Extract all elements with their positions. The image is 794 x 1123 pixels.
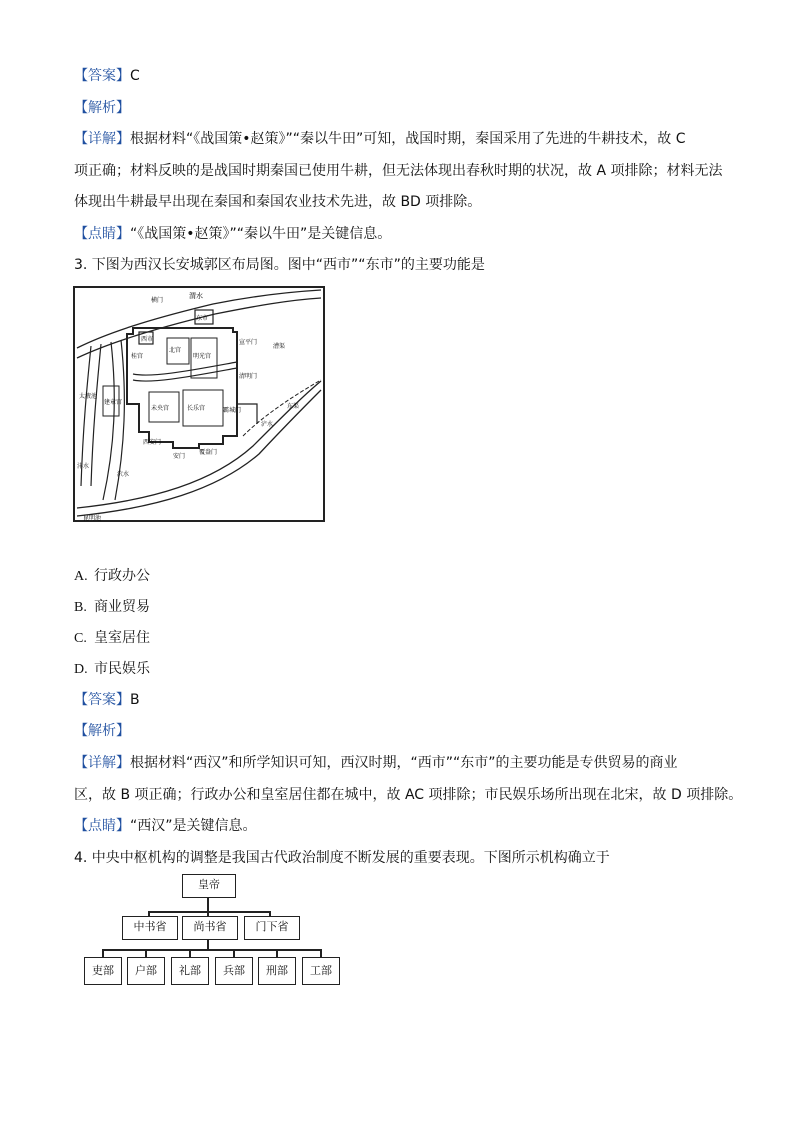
q2-answer [74, 66, 140, 86]
q3-detail-line-1 [74, 753, 678, 773]
option-text: 皇室居住 [94, 630, 150, 646]
sheng-box-menxia: 门下省 [244, 916, 300, 940]
label-east-canal: 东渠 [287, 403, 300, 410]
detail-tag: 【详解】 [74, 755, 130, 771]
label-changle: 长乐宫 [187, 405, 206, 412]
q3-point [74, 816, 257, 836]
q3-answer [74, 690, 140, 710]
answer-tag: 【答案】 [74, 692, 130, 708]
connector [102, 949, 320, 951]
label-kunming: 昆明池 [83, 515, 102, 522]
connector [145, 949, 147, 957]
connector [276, 949, 278, 957]
connector [189, 949, 191, 957]
option-c[interactable] [74, 628, 150, 649]
label-gate-anmen: 安门 [173, 453, 186, 460]
point-text: “《战国策•赵策》”“秦以牛田”是关键信息。 [130, 226, 392, 242]
connector [148, 911, 270, 913]
connector [207, 939, 209, 949]
q2-analysis-tag: 【解析】 [74, 100, 130, 116]
connector [233, 949, 235, 957]
option-letter: D. [74, 662, 88, 677]
detail-text: 根据材料“《战国策•赵策》”“秦以牛田”可知，战国时期，秦国采用了先进的牛耕技术，故 C [130, 131, 686, 147]
label-weiyang: 未央宫 [151, 405, 170, 412]
label-river-feng: 沣水 [77, 463, 90, 470]
q3-detail-line-2: 区，故 B 项正确；行政办公和皇室居住都在城中，故 AC 项排除；市民娱乐场所出现在北宋，故 D 项排除。 [74, 787, 743, 803]
q2-detail-line-2: 项正确；材料反映的是战国时期秦国已使用牛耕，但无法体现出春秋时期的状况，故 A 项排除；材料无法 [74, 163, 723, 179]
label-north-palace: 北宫 [169, 347, 182, 354]
label-canal: 漕渠 [273, 343, 286, 350]
label-river-ba: 浐水 [261, 421, 274, 428]
option-d[interactable] [74, 659, 150, 680]
point-tag: 【点睛】 [74, 818, 130, 834]
point-tag: 【点睛】 [74, 226, 130, 242]
option-text: 商业贸易 [94, 599, 150, 615]
label-gate-xian: 西安门 [143, 439, 162, 446]
bu-box-bing: 兵部 [215, 957, 253, 985]
q2-detail-line-3: 体现出牛耕最早出现在秦国和秦国农业技术先进，故 BD 项排除。 [74, 194, 482, 210]
label-gate-qingming: 清明门 [239, 373, 258, 380]
changan-map [73, 286, 325, 522]
option-text: 行政办公 [94, 568, 150, 584]
q3-stem: 3. 下图为西汉长安城郭区布局图。图中“西市”“东市”的主要功能是 [74, 257, 485, 273]
label-jianzhang: 建章宫 [104, 399, 123, 406]
option-a[interactable] [74, 566, 150, 587]
connector [320, 949, 322, 957]
label-gate-bacheng: 霸城门 [223, 407, 242, 414]
q3-analysis-tag: 【解析】 [74, 723, 130, 739]
detail-text: 根据材料“西汉”和所学知识可知，西汉时期，“西市”“东市”的主要功能是专供贸易的商业 [130, 755, 678, 771]
bu-box-xing: 刑部 [258, 957, 296, 985]
label-mingguang: 明光宫 [193, 353, 212, 360]
option-letter: C. [74, 631, 87, 646]
emperor-box: 皇帝 [182, 874, 236, 898]
label-gate-xuanping: 宣平门 [239, 339, 258, 346]
connector [102, 949, 104, 957]
option-text: 市民娱乐 [94, 661, 150, 677]
option-letter: B. [74, 600, 87, 615]
bu-box-li: 吏部 [84, 957, 122, 985]
bu-box-gong: 工部 [302, 957, 340, 985]
label-east-market: 东市 [196, 315, 209, 322]
answer-value: C [130, 68, 140, 84]
label-west-market: 西市 [141, 336, 154, 343]
label-taiye: 太液池 [79, 393, 98, 400]
label-river-wei: 渭水 [189, 292, 203, 300]
answer-tag: 【答案】 [74, 68, 130, 84]
connector [207, 897, 209, 911]
q2-detail-line-1 [74, 129, 686, 149]
detail-tag: 【详解】 [74, 131, 130, 147]
bu-box-li2: 礼部 [171, 957, 209, 985]
answer-value: B [130, 692, 140, 708]
q4-stem: 4. 中央中枢机构的调整是我国古代政治制度不断发展的重要表现。下图所示机构确立于 [74, 850, 610, 866]
bu-box-hu: 户部 [127, 957, 165, 985]
label-river-jue: 泬水 [117, 471, 130, 478]
sheng-box-shangshu: 尚书省 [182, 916, 238, 940]
label-gate-hengmen: 横门 [151, 297, 164, 304]
option-b[interactable] [74, 597, 150, 618]
label-gate-fu: 覆盎门 [199, 449, 218, 456]
q2-point [74, 224, 391, 244]
label-gui-palace: 桂宫 [131, 353, 144, 360]
option-letter: A. [74, 569, 88, 584]
point-text: “西汉”是关键信息。 [130, 818, 257, 834]
sheng-box-zhongshu: 中书省 [122, 916, 178, 940]
